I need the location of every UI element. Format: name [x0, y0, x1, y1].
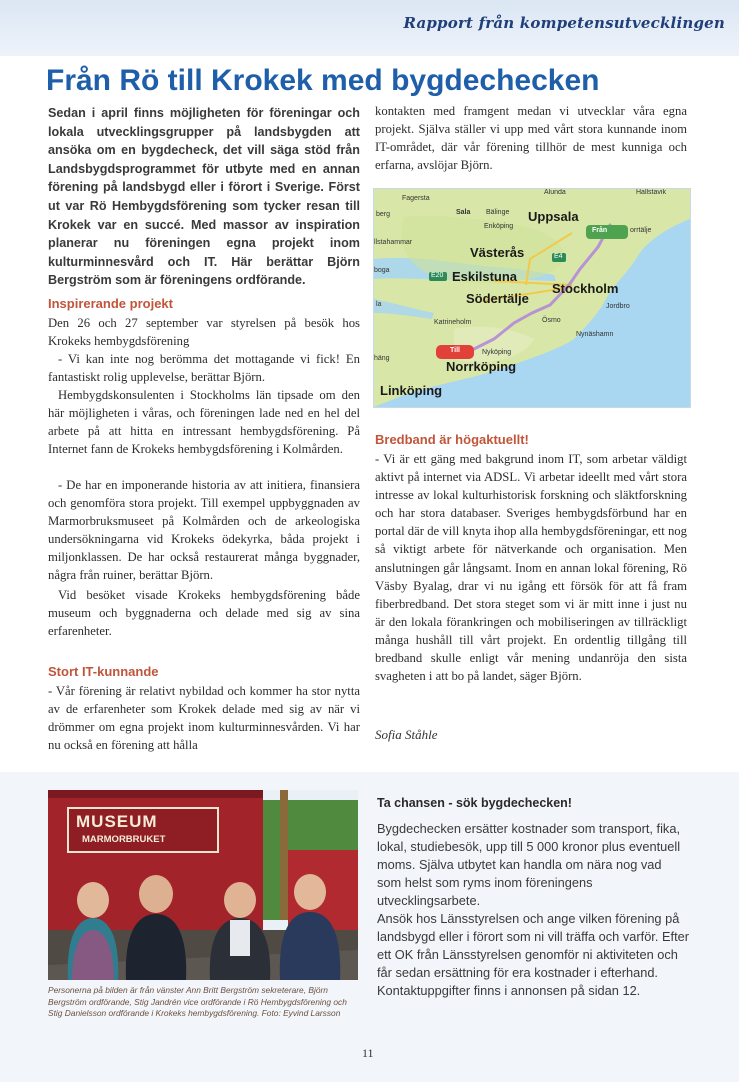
map-label-stockholm: Stockholm: [552, 281, 619, 296]
map-label-alunda: Alunda: [544, 189, 566, 196]
map-label-uppsala: Uppsala: [528, 209, 579, 224]
map-label-katrineholm: Katrineholm: [434, 319, 472, 326]
map-label-vasteras: Västerås: [470, 245, 525, 260]
map-label-from: Från: [592, 227, 608, 234]
map-label-la: la: [376, 301, 382, 308]
map-label-berg: berg: [376, 211, 391, 218]
map-label-sodertalje: Södertälje: [466, 291, 529, 306]
map-label-sala: Sala: [456, 209, 471, 216]
map-label-jordbro: Jordbro: [606, 303, 630, 310]
map-label-till: Till: [450, 347, 460, 354]
map-label-e4: E4: [554, 253, 563, 260]
photo-caption: Personerna på bilden är från vänster Ann Britt Bergström sekreterare, Björn Bergström ordförande, Stig Jandrén vice ordförande i Rö Hembygdsförening och Stig Danielsson ordförande i Krokeks hembygdsförening. Foto: Eyvind Larsson: [48, 985, 347, 1019]
article-lead: Sedan i april finns möjligheten för föreningar och lokala utvecklingsgrupper på landsbygden att ansöka om en bygdecheck, det vill säga stöd från Landsbygdsprogrammet för utbyte med en annan förening på landsbygd eller i förort i Sverige. Först ut var Rö Hembygdsförening som tycker resan till Krokek var en succé. Med massor av inspiration planerar nu föreningen egna projekt inom kulturminnesvård och IT. Här berättar Björn Bergström som är föreningens ordförande.: [48, 106, 360, 288]
map-label-enkoping: Enköping: [484, 223, 514, 230]
route-map: [373, 188, 691, 408]
article-title: Från Rö till Krokek med bygdechecken: [46, 64, 600, 97]
body-paragraph: - Vi kan inte nog berömma det mottagande vi fick! En fantastiskt rolig upplevelse, berättar Björn.: [48, 352, 360, 385]
map-label-osmo: Ösmo: [542, 317, 561, 324]
body-paragraph: Den 26 och 27 september var styrelsen på besök hos Krokeks hembygdsförening: [48, 316, 360, 349]
page-number: 11: [362, 1046, 374, 1060]
section-heading-it-kunnande: Stort IT-kunnande: [48, 664, 159, 679]
body-paragraph: - Vi är ett gäng med bakgrund inom IT, som arbetar väldigt aktivt på internet via ADSL. Vi arbetar ideellt med vårt stora intresse av lokal kulturhistorisk forskning och släktforskning och har stora databaser. Sveriges hembygdsförbund har en portal där de vill knyta ihop alla hembygdsföreningar, ett nog så viktigt arbete för nätverkande och organisation. Men anslutningen går långsamt. Inom en annan lokal förening, Rö Väsby Byalag, drar vi nu igång ett försök för att få fram fiberbredband. Det stora steget som vi är mitt inne i just nu är den lokala förankringen och mobiliseringen av tillräckligt många hushåll till vårt projekt. En ordentlig tillgång till bredband skulle enligt vår mening undanröja den sista svagheten i att bo på landet, säger Björn.: [375, 452, 687, 684]
body-paragraph: - De har en imponerande historia av att initiera, finansiera och genomföra stora projekt. Till exempel uppbyggnaden av Marmorbruksmuseet på Kolmården och de arkeologiska undersökningarna vid Krokeks ödekyrka, båda projekt i miljonklassen. De har också restaurerat många byggnader, några från ruiner, berättar Björn.: [48, 478, 360, 583]
map-label-hallstavik: Hallstavik: [636, 189, 666, 196]
map-label-balinge: Bälinge: [486, 209, 510, 216]
map-label-eskilstuna: Eskilstuna: [452, 269, 518, 284]
map-label-norrkoping: Norrköping: [446, 359, 517, 374]
map-label-fagersta: Fagersta: [402, 195, 430, 202]
map-label-linkoping: Linköping: [380, 383, 443, 398]
running-header-band: [0, 0, 739, 56]
map-label-nykoping: Nyköping: [482, 349, 512, 356]
map-label-norrtalje: orrtälje: [630, 227, 652, 234]
section-heading-bredband: Bredband är högaktuellt!: [375, 432, 529, 447]
group-photo: [48, 790, 358, 980]
body-paragraph: Vid besöket visade Krokeks hembygdsförening både museum och byggnaderna och delade med sig av sina erfarenheter.: [48, 588, 360, 639]
body-paragraph: kontakten med framgent medan vi utvecklar våra egna projekt. Själva ställer vi upp med vårt stora kunnande inom IT-området, där vår förening tillhör de mest kunniga och erfarna, avslöjar Björn.: [375, 104, 687, 173]
map-label-e20: E20: [431, 272, 444, 279]
photo-sign-marmorbruket: MARMORBRUKET: [82, 834, 166, 845]
photo-sign-museum: MUSEUM: [76, 812, 158, 831]
running-header-title: Rapport från kompetensutvecklingen: [403, 14, 725, 32]
author-signature: Sofia Ståhle: [375, 727, 438, 742]
map-label-hallstahammar: llstahammar: [374, 239, 413, 246]
map-label-nynashamn: Nynäshamn: [576, 331, 614, 338]
map-label-boga: boga: [374, 267, 390, 274]
infobox-paragraph: Ansök hos Länsstyrelsen och ange vilken förening på landsbygd eller i förort som ni vill träffa och varför. Efter ett OK från Länsstyrelsen genomför ni aktiviteten och får sedan ersättning för era kostnader i efterhand. Kontaktuppgifter finns i annonsen på sidan 12.: [377, 911, 689, 998]
infobox-paragraph: Bygdechecken ersätter kostnader som transport, fika, lokal, studiebesök, upp till 5 000 kronor plus eventuell moms. Själva utbytet kan handla om nära nog vad som helst som ryms inom föreningens utvecklingsarbete.: [377, 821, 681, 908]
infobox-title: Ta chansen - sök bygdechecken!: [377, 796, 572, 810]
body-paragraph: - Vår förening är relativt nybildad och kommer ha stor nytta av de erfarenheter som Krokek delade med sig av när vi drömmer om egna projekt inom kulturminnesvården. Vi har nu också en förening att hålla: [48, 684, 360, 753]
body-paragraph: Hembygdskonsulenten i Stockholms län tipsade om den här möjligheten i våras, och föreningen lade ned en hel del arbete på att hitta en intressant hembygdsförening. På Internet fann de Krokeks hembygdsförening i Kolmården.: [48, 388, 360, 457]
section-heading-inspirerande: Inspirerande projekt: [48, 296, 173, 311]
map-label-hang: häng: [374, 355, 390, 362]
